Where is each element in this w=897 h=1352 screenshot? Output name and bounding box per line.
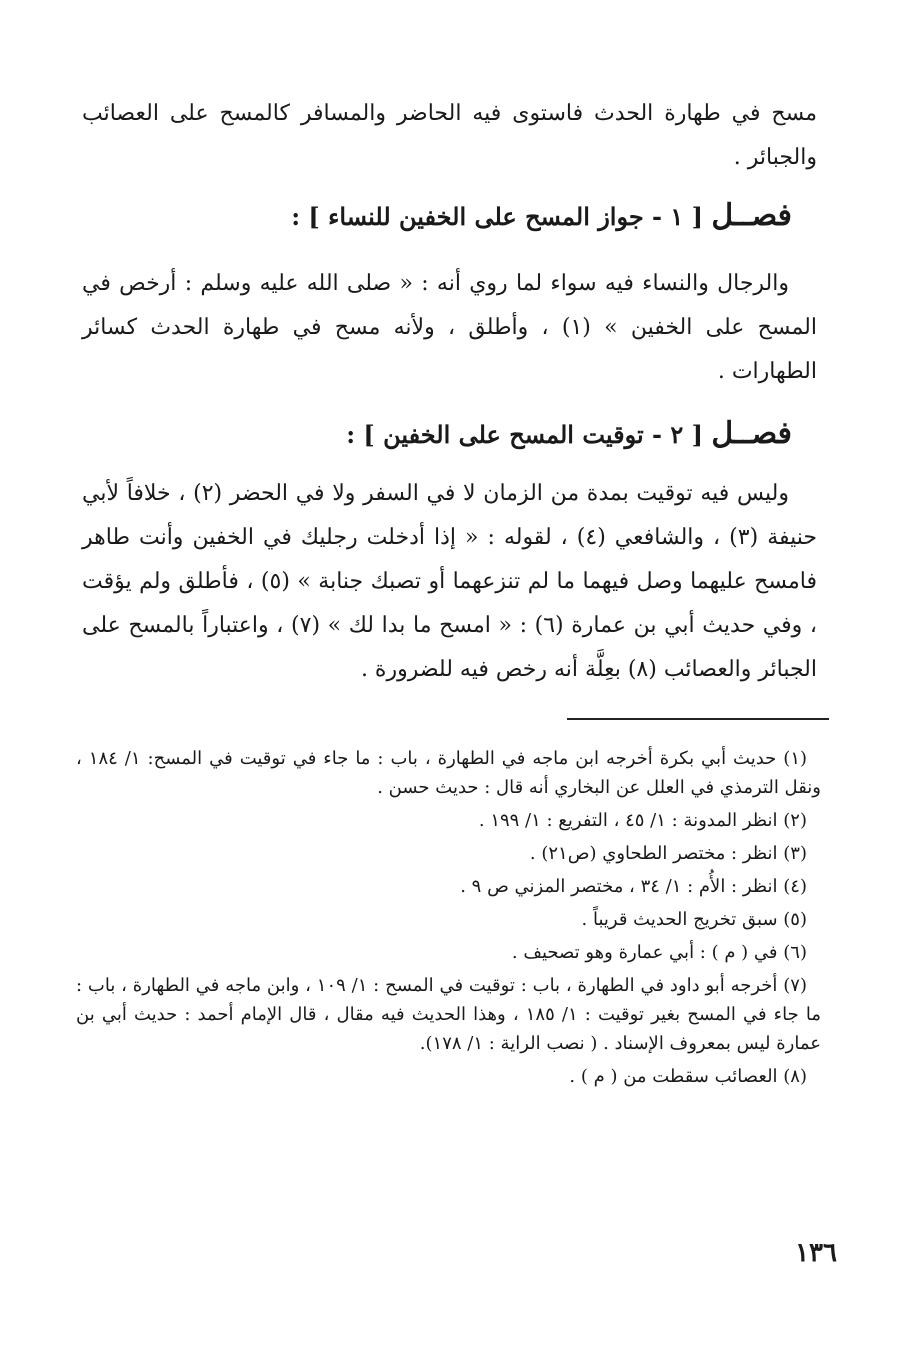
section-1-body: والرجال والنساء فيه سواء لما روي أنه : « صلى الله عليه وسلم : أرخص في المسح على الخفين » (١) ، وأطلق ، ولأنه مسح في طهارة الحدث كسائر الطهارات . bbox=[82, 271, 818, 384]
section-2-fasl: فصــل bbox=[711, 416, 792, 451]
footnote-1: (١) حديث أبي بكرة أخرجه ابن ماجه في الطهارة ، باب : ما جاء في توقيت في المسح: ١/ ١٨٤ ، ونقل الترمذي في العلل عن البخاري أنه قال : حديث حسن . bbox=[76, 748, 821, 798]
footnote-5: (٥) سبق تخريج الحديث قريباً . bbox=[581, 909, 807, 930]
footnotes bbox=[76, 744, 821, 1095]
footnote-6: (٦) في ( م ) : أبي عمارة وهو تصحيف . bbox=[511, 942, 807, 963]
footnote-2: (٢) انظر المدونة : ١/ ٤٥ ، التفريع : ١/ ١٩٩ . bbox=[478, 810, 807, 831]
footnote-divider bbox=[567, 718, 829, 720]
section-1-title: [ ١ - جواز المسح على الخفين للنساء ] : bbox=[291, 202, 703, 231]
footnote-7: (٧) أخرجه أبو داود في الطهارة ، باب : توقيت في المسح : ١/ ١٠٩ ، وابن ماجه في الطهارة ، باب : ما جاء في المسح بغير توقيت : ١/ ١٨٥ ، وهذا الحديث فيه مقال ، قال الإمام أحمد : حديث أبي بن عمارة ليس بمعروف الإسناد . ( نصب الراية : ١/ ١٧٨). bbox=[76, 975, 821, 1054]
section-2-title: [ ٢ - توقيت المسح على الخفين ] : bbox=[346, 420, 703, 449]
page-number: ١٣٦ bbox=[795, 1238, 837, 1268]
section-2-body: وليس فيه توقيت بمدة من الزمان لا في السفر ولا في الحضر (٢) ، خلافاً لأبي حنيفة (٣) ، والشافعي (٤) ، لقوله : « إذا أدخلت رجليك في الخفين وأنت طاهر فامسح عليهما وصل فيهما ما لم تنزعهما أو تصبك جنابة » (٥) ، فأطلق ولم يؤقت ، وفي حديث أبي بن عمارة (٦) : « امسح ما بدا لك » (٧) ، واعتباراً بالمسح على الجبائر والعصائب (٨) بعِلَّة أنه رخص فيه للضرورة . bbox=[82, 481, 817, 682]
footnote-4: (٤) انظر : الأُم : ١/ ٣٤ ، مختصر المزني ص ٩ . bbox=[460, 876, 807, 897]
section-1-fasl: فصــل bbox=[711, 198, 792, 233]
footnote-8: (٨) العصائب سقطت من ( م ) . bbox=[569, 1066, 807, 1087]
intro-paragraph: مسح في طهارة الحدث فاستوى فيه الحاضر والمسافر كالمسح على العصائب والجبائر . bbox=[82, 101, 817, 170]
section-heading-1 bbox=[291, 196, 792, 237]
section-heading-2 bbox=[346, 414, 792, 455]
footnote-3: (٣) انظر : مختصر الطحاوي (ص٢١) . bbox=[529, 843, 807, 864]
